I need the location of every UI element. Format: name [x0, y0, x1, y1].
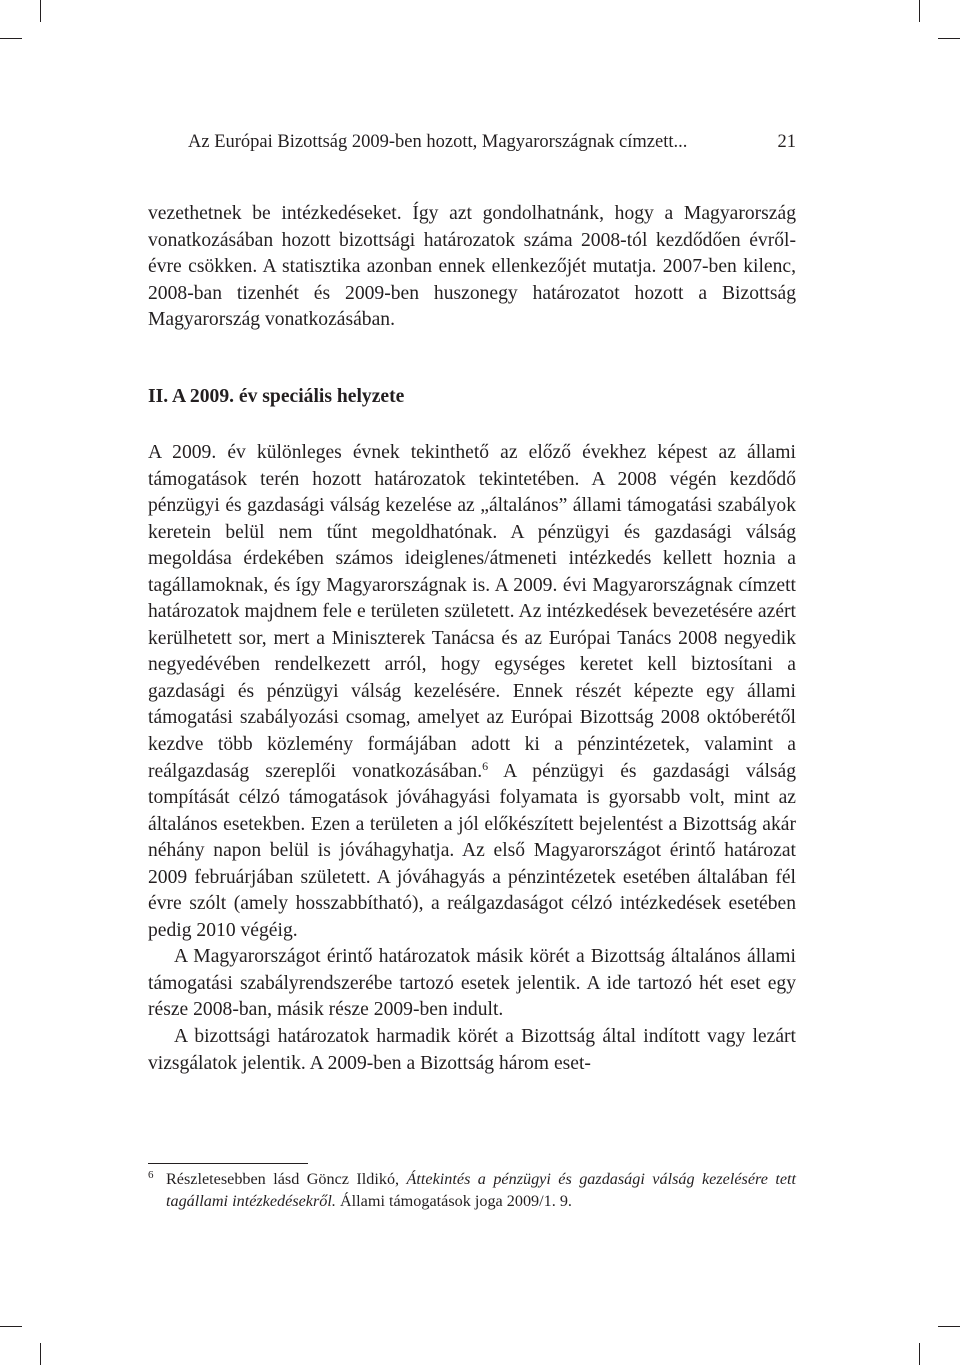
- paragraph-2: A Magyarországot érintő határozatok másik körét a Bizottság általános állami támogatási szabályrendszerébe tartozó esetek jelentik. A ide tartozó hét eset egy része 2008-ban, másik része 2009-ben indult.: [148, 946, 796, 1021]
- paragraph-1: [148, 440, 796, 944]
- paragraph-1-main: A 2009. év különleges évnek tekinthető az előző évekhez képest az állami támogatások terén hozott határozatok tekintetében. A 2008 végén kezdődő pénzügyi és gazdasági válság kezelése az „általános” állami támogatási szabályok keretein belül nem tűnt megoldhatónak. A pénzügyi és gazdasági válság megoldása érdekében számos ideiglenes/átmeneti intézkedés kellett hoznia a tagállamoknak, és így Magyarországnak is. A 2009. évi Magyarországnak címzett határozatok majdnem fele e területen született. Az intézkedések bevezetésére azért kerülhetett sor, mert a Miniszterek Tanácsa és az Európai Tanács 2008 negyedik negyedévében rendelkezett arról, hogy egységes keretet kell biztosítani a gazdasági és pénzügyi válság kezelésére. Ennek részét képezte egy állami támogatási szabályozási csomag, amelyet az Európai Bizottság 2008 októberétől kezdve több közlemény formájában adott ki a pénzintézetek, valamint a reálgazdaság szereplői vonatkozásában.: [148, 442, 796, 782]
- footnote: [148, 1168, 796, 1212]
- footnote-lead: Részletesebben lásd Göncz Ildikó,: [166, 1170, 400, 1188]
- running-header: [188, 130, 796, 154]
- crop-mark: [0, 1326, 22, 1327]
- crop-mark: [919, 0, 920, 22]
- footnote-title: Áttekintés a pénzügyi és gazdasági válság kezelésére tett tagállami intézkedésekről.: [166, 1170, 796, 1210]
- intro-text: [148, 201, 796, 334]
- crop-mark: [919, 1343, 920, 1365]
- crop-mark: [938, 38, 960, 39]
- footnote-number: 6: [148, 1169, 154, 1181]
- footnote-reference[interactable]: 6: [482, 758, 489, 773]
- footnote-divider: [148, 1163, 308, 1164]
- section-heading: II. A 2009. év speciális helyzete: [148, 386, 405, 407]
- crop-mark: [40, 0, 41, 22]
- section-body: [148, 440, 796, 1077]
- crop-mark: [0, 38, 22, 39]
- footnote-body: [166, 1168, 796, 1212]
- page-number: 21: [777, 132, 796, 152]
- paragraph-1-tail: A pénzügyi és gazdasági válság tompítását célzó támogatások jóváhagyási folyamata is gyorsabb volt, mint az általános esetekben. Ezen a területen a jól előkészített bejelentést a Bizottság akár néhány napon belül is jóváhagyhatja. Az első Magyarországot érintő határozat 2009 februárjában született. A jóváhagyás a pénzintézetek esetében általában fél évre szólt (amely hosszabbítható), a reálgazdaságot célzó intézkedések esetében pedig 2010 végéig.: [148, 760, 797, 941]
- paragraph-3: A bizottsági határozatok harmadik körét a Bizottság által indított vagy lezárt vizsgálatok jelentik. A 2009-ben a Bizottság három eset-: [148, 1026, 796, 1074]
- crop-mark: [938, 1326, 960, 1327]
- intro-paragraph: vezethetnek be intézkedéseket. Így azt gondolhatnánk, hogy a Magyarország vonatkozásában hozott bizottsági határozatok száma 2008-tól kezdődően évről-évre csökken. A statisztika azonban ennek ellenkezőjét mutatja. 2007-ben kilenc, 2008-ban tizenhét és 2009-ben huszonegy határozatot hozott a Bizottság Magyarország vonatkozásában.: [148, 203, 796, 331]
- crop-mark: [40, 1343, 41, 1365]
- running-title: Az Európai Bizottság 2009-ben hozott, Magyarországnak címzett...: [188, 132, 688, 152]
- footnote-source: Állami támogatások joga 2009/1. 9.: [339, 1192, 572, 1210]
